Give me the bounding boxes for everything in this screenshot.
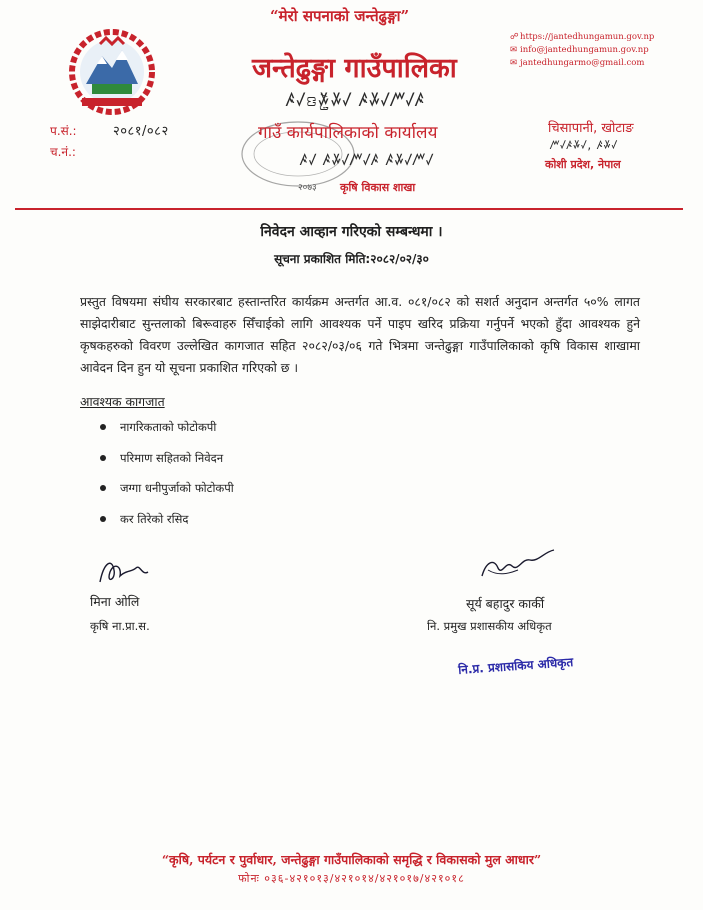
branch-name: कृषि विकास शाखा <box>340 181 416 194</box>
bullet-icon <box>100 485 106 491</box>
bullet-icon <box>100 455 106 461</box>
bullet-icon <box>100 424 106 430</box>
contact-email-gmail[interactable]: ✉ jantedhungarmo@gmail.com <box>510 58 645 68</box>
mail-icon: ✉ <box>510 58 518 68</box>
right-signatory-title: नि. प्रमुख प्रशासकीय अधिकृत <box>427 619 552 633</box>
address-line1: चिसापानी, खोटाङ <box>548 121 634 136</box>
globe-icon: ☍ <box>510 32 519 42</box>
footer-phone: फोनः ०३६-४२१०१३/४२१०१४/४२१०१७/४२१०१८ <box>238 872 465 885</box>
cn-label: च.नं.: <box>50 145 76 159</box>
footer-slogan: “कृषि, पर्यटन र पुर्वाधार, जन्तेढुङ्गा गाउँपालिकाको समृद्धि र विकासको मुल आधार” <box>161 852 542 867</box>
left-signature <box>92 552 152 590</box>
address-line2: ꤻꤶꤴꤸꤶ, ꤴꤸꤶ <box>550 138 618 152</box>
notice-subject: निवेदन आव्हान गरिएको सम्बन्धमा । <box>260 224 443 240</box>
left-signatory-name: मिना ओलि <box>90 594 140 609</box>
list-item: परिमाण सहितको निवेदन <box>100 451 234 482</box>
right-signatory-name: सूर्य बहादुर कार्की <box>466 596 545 611</box>
documents-heading: आवश्यक कागजात <box>80 394 165 409</box>
ps-value: २०८१/०८२ <box>113 124 169 139</box>
header-divider <box>15 208 683 210</box>
bullet-icon <box>100 516 106 522</box>
designation-seal: नि.प्र. प्रशासकिय अधिकृत <box>457 654 574 678</box>
stamp-year: २०७३ <box>298 183 317 193</box>
org-name: जन्तेढुङ्गा गाउँपालिका <box>252 53 457 84</box>
left-signatory-title: कृषि ना.प्रा.स. <box>90 619 150 633</box>
mail-icon: ✉ <box>510 45 518 55</box>
nepal-emblem-logo <box>62 28 162 116</box>
right-signature <box>478 546 558 586</box>
published-date: सूचना प्रकाशित मिति:२०८२/०२/३० <box>274 252 429 266</box>
notice-body: प्रस्तुत विषयमा संघीय सरकारबाट हस्तान्तरित कार्यक्रम अन्तर्गत आ.व. ०८१/०८२ को सशर्त अनुदान अन्तर्गत ५०% लागत साझेदारीबाट सुन्तलाको बिरूवाहरु सिँचाईको लागि आवश्यक पर्ने पाइप खरिद प्रक्रिया गर्नुपर्ने भएको हुँदा आवश्यक हुने कृषकहरुको विवरण उल्लेखित कागजात सहित २०८२/०३/०६ गते भित्रमा जन्तेढुङ्गा गाउँपालिकाको कृषि विकास शाखामा आवेदन दिन हुन यो सूचना प्रकाशित गरिएको छ । <box>80 294 640 375</box>
address-line3: कोशी प्रदेश, नेपाल <box>545 158 621 171</box>
list-item: जग्गा धनीपुर्जाको फोटोकपी <box>100 481 234 512</box>
motto: “मेरो सपनाको जन्तेढुङ्गा” <box>270 7 410 25</box>
documents-list <box>100 420 234 542</box>
office-name-script: ꤴꤶ ꤴꤸꤶꤻꤶꤴ ꤴꤸꤶꤻꤶ <box>300 150 434 169</box>
contact-email-info[interactable]: ✉ info@jantedhungamun.gov.np <box>510 45 649 55</box>
contact-website[interactable]: ☍https://jantedhungamun.gov.np <box>510 32 655 42</box>
list-item: कर तिरेको रसिद <box>100 512 234 543</box>
ps-label: प.सं.: <box>50 124 77 138</box>
office-name: गाउँ कार्यपालिकाको कार्यालय <box>258 123 438 143</box>
list-item: नागरिकताको फोटोकपी <box>100 420 234 451</box>
org-name-script: ꤴꤶꤢꤸꤧ꤭ꤸꤶ ꤴꤸꤶꤻꤶꤴ <box>286 89 426 111</box>
